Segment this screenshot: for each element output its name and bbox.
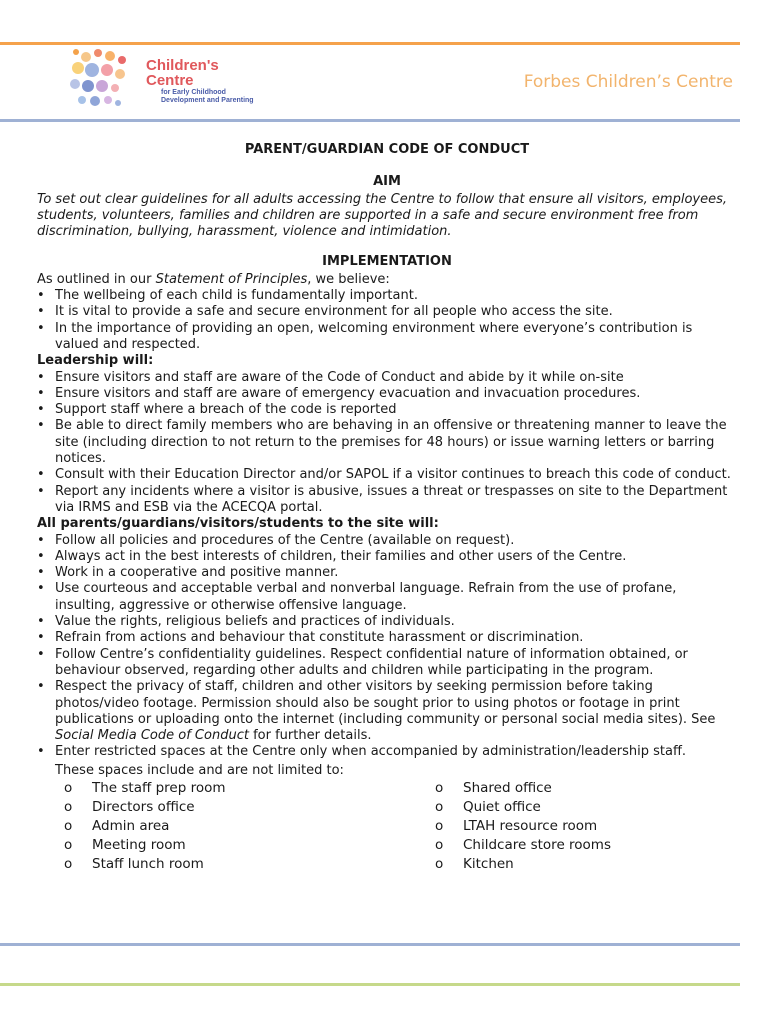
list-item: o Kitchen [435, 855, 611, 874]
header-rule-orange [0, 42, 740, 45]
social-media-code-ref: Social Media Code of Conduct [55, 728, 249, 744]
list-item: • Support staff where a breach of the code is reported [37, 402, 737, 418]
footer-rule-green [0, 983, 740, 986]
intro-prefix: As outlined in our [37, 271, 156, 287]
list-item: o Childcare store rooms [435, 836, 611, 855]
list-item: • In the importance of providing an open, welcoming environment where everyone’s contribution is valued and respected. [37, 321, 737, 354]
list-item: • Refrain from actions and behaviour that constitute harassment or discrimination. [37, 630, 737, 646]
spaces-note: These spaces include and are not limited to: [55, 762, 344, 778]
privacy-suffix: for further details. [248, 728, 372, 744]
list-item: o Shared office [435, 779, 611, 798]
list-item: • Follow Centre’s confidentiality guidelines. Respect confidential nature of information obtained, or behaviour observed, regarding other adults and children while participating in the program. [37, 647, 737, 680]
implementation-heading: IMPLEMENTATION [322, 254, 452, 270]
list-item: • Value the rights, religious beliefs and practices of individuals. [37, 614, 737, 630]
list-item-privacy [37, 679, 737, 744]
intro-suffix: , we believe: [307, 271, 390, 287]
logo-text-line2: Centre [146, 72, 194, 89]
visitors-list [37, 533, 737, 761]
privacy-text: Respect the privacy of staff, children and other visitors by seeking permission before taking photos/video footage. Permission should also be sought prior to using photos or footage in print publications or uploading onto the internet (including community or personal social media sites). See [55, 679, 716, 727]
statement-of-principles-ref: Statement of Principles [155, 271, 308, 287]
beliefs-list [37, 288, 737, 353]
visitors-heading: All parents/guardians/visitors/students to the site will: [37, 516, 439, 532]
list-item: • Be able to direct family members who are behaving in an offensive or threatening manner to leave the site (including direction to not return to the premises for 48 hours) or issue warning letters or barring notices. [37, 418, 737, 467]
dots-logo-icon [68, 48, 138, 110]
document-title: PARENT/GUARDIAN CODE OF CONDUCT [244, 142, 530, 157]
list-item: • Use courteous and acceptable verbal and nonverbal language. Refrain from the use of profane, insulting, aggressive or otherwise offensive language. [37, 581, 737, 614]
list-item: o Meeting room [64, 836, 226, 855]
spaces-list-right [435, 779, 611, 874]
aim-heading: AIM [373, 174, 401, 190]
aim-text: To set out clear guidelines for all adults accessing the Centre to follow that ensure all visitors, employees, students, volunteers, families and children are supported in a safe and secure environment free from discrimination, bullying, harassment, violence and intimidation. [37, 191, 727, 240]
spaces-list-left [64, 779, 226, 874]
restricted-spaces [37, 779, 737, 874]
footer-rule-blue [0, 943, 740, 946]
implementation-intro [37, 272, 737, 288]
list-item: • Report any incidents where a visitor is abusive, issues a threat or trespasses on site to the Department via IRMS and ESB via the ACECQA portal. [37, 484, 737, 517]
document-body [37, 140, 737, 874]
leadership-list [37, 370, 737, 517]
list-item: • Follow all policies and procedures of the Centre (available on request). [37, 533, 737, 549]
logo-text-line1: Children's [146, 57, 219, 74]
list-item: o Admin area [64, 817, 226, 836]
list-item: • It is vital to provide a safe and secure environment for all people who access the site. [37, 304, 737, 320]
list-item: • The wellbeing of each child is fundamentally important. [37, 288, 737, 304]
leadership-heading: Leadership will: [37, 353, 154, 369]
header-rule-blue [0, 119, 740, 122]
list-item: • Work in a cooperative and positive manner. [37, 565, 737, 581]
list-item: o Staff lunch room [64, 855, 226, 874]
list-item: • Ensure visitors and staff are aware of the Code of Conduct and abide by it while on-site [37, 370, 737, 386]
list-item: • Ensure visitors and staff are aware of emergency evacuation and invacuation procedures. [37, 386, 737, 402]
list-item: • Consult with their Education Director and/or SAPOL if a visitor continues to breach this code of conduct. [37, 467, 737, 483]
list-item: o The staff prep room [64, 779, 226, 798]
list-item-restricted: • Enter restricted spaces at the Centre only when accompanied by administration/leadership staff. [37, 744, 737, 760]
list-item: o Quiet office [435, 798, 611, 817]
list-item: o Directors office [64, 798, 226, 817]
list-item: • Always act in the best interests of children, their families and other users of the Centre. [37, 549, 737, 565]
logo-subtitle-line1: for Early Childhood [161, 89, 226, 96]
list-item: o LTAH resource room [435, 817, 611, 836]
logo-subtitle-line2: Development and Parenting [161, 97, 254, 104]
centre-name: Forbes Children’s Centre [523, 72, 733, 92]
childrens-centre-logo [68, 48, 268, 110]
